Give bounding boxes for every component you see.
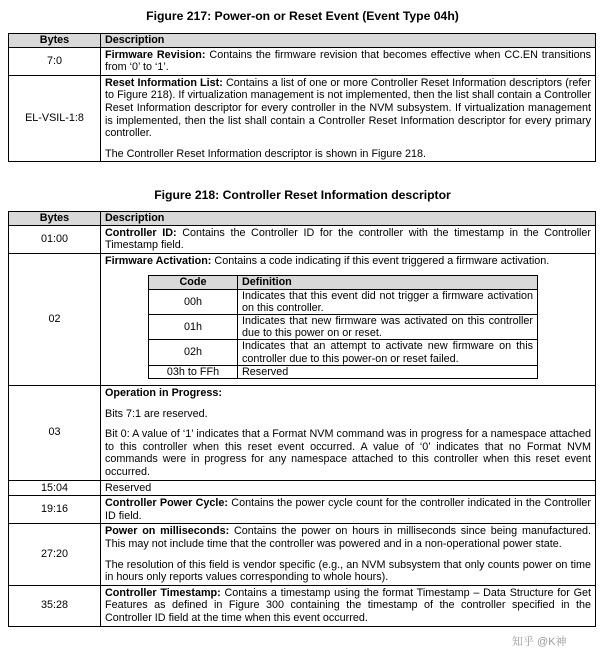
- definition-cell: Indicates that an attempt to activate new firmware on this controller due to this power-on or reset failed.: [238, 340, 538, 365]
- field-label: Firmware Revision:: [105, 48, 206, 61]
- figure-217-table: [8, 33, 596, 162]
- description-column-header: Description: [101, 34, 596, 48]
- bytes-cell: 27:20: [9, 524, 101, 585]
- description-cell: [101, 524, 596, 585]
- field-text: Contains a code indicating if this event triggered a firmware activation.: [214, 254, 550, 267]
- code-cell: 00h: [149, 289, 238, 314]
- bytes-cell: 35:28: [9, 585, 101, 626]
- field-note: The Controller Reset Information descriptor is shown in Figure 218.: [105, 147, 427, 160]
- field-label: Controller Timestamp:: [105, 586, 221, 599]
- code-row: [149, 365, 538, 378]
- table-header-row: [9, 212, 596, 226]
- field-label: Reset Information List:: [105, 76, 223, 89]
- code-table-header: [149, 276, 538, 289]
- code-row: [149, 289, 538, 314]
- field-text: Contains a list of one or more Controller Reset Information descriptors (refer to Figure 218). If virtualization management is not implemented, then the list shall contain a Controller Reset Information descriptor for every controller in the NVM subsystem. If virtualization management is implemented, then the list shall contain a Controller Reset Information descriptor for every primary controller.: [105, 76, 592, 140]
- description-cell: [101, 386, 596, 481]
- definition-cell: Reserved: [238, 365, 538, 378]
- code-cell: 02h: [149, 340, 238, 365]
- bytes-cell: 01:00: [9, 225, 101, 253]
- field-label: Firmware Activation:: [105, 254, 212, 267]
- description-cell: [101, 585, 596, 626]
- code-column-header: Code: [149, 276, 238, 289]
- watermark: 知乎 @K神: [510, 633, 569, 649]
- bytes-cell: 02: [9, 253, 101, 385]
- table-row: [9, 386, 596, 481]
- description-cell: [101, 253, 596, 385]
- table-row: [9, 480, 596, 496]
- bytes-cell: 15:04: [9, 480, 101, 496]
- table-row: [9, 225, 596, 253]
- field-text: Contains the Controller ID for the controller with the timestamp in the Controller Timestamp field.: [105, 226, 592, 252]
- bytes-cell: 7:0: [9, 47, 101, 75]
- firmware-activation-code-table: [148, 275, 538, 379]
- field-text: Bit 0: A value of ‘1’ indicates that a Format NVM command was in progress for a namespace attached to this controller when this reset event occurred. A value of ‘0’ indicates that no Format NVM commands were in progress for any namespace attached to this controller when this reset event occurred.: [105, 428, 591, 478]
- field-text: Bits 7:1 are reserved.: [105, 407, 208, 420]
- field-text: Contains the power on hours in milliseconds since being manufactured. This may not include time that the controller was powered and in a non-operational power state.: [105, 525, 592, 550]
- bytes-column-header: Bytes: [9, 34, 101, 48]
- code-cell: 03h to FFh: [149, 365, 238, 378]
- definition-cell: Indicates that this event did not trigger a firmware activation on this controller.: [238, 289, 538, 314]
- field-text: Contains a timestamp using the format Timestamp – Data Structure for Get Features as defined in Figure 300 containing the timestamp of the controller specified in the Controller ID field at the time when this event occurred.: [105, 586, 591, 624]
- description-column-header: Description: [101, 212, 596, 226]
- table-row: [9, 585, 596, 626]
- description-cell: Reserved: [101, 480, 596, 496]
- description-cell: [101, 225, 596, 253]
- figure-217-title: Figure 217: Power-on or Reset Event (Event Type 04h): [146, 9, 459, 23]
- field-label: Power on milliseconds:: [105, 525, 230, 538]
- field-text: Contains the firmware revision that becomes effective when CC.EN transitions from ‘0’ to ‘1’.: [105, 48, 592, 74]
- table-row: [9, 524, 596, 585]
- figure-218-table: [8, 211, 596, 627]
- description-cell: [101, 496, 596, 524]
- definition-column-header: Definition: [238, 276, 538, 289]
- description-cell: [101, 75, 596, 162]
- table-row: [9, 253, 596, 385]
- table-row: [9, 496, 596, 524]
- field-text: Contains the power cycle count for the controller indicated in the Controller ID field.: [105, 497, 591, 522]
- field-label: Operation in Progress:: [105, 387, 222, 399]
- bytes-cell: 19:16: [9, 496, 101, 524]
- table-header-row: [9, 34, 596, 48]
- code-row: [149, 340, 538, 365]
- table-row: [9, 47, 596, 75]
- bytes-cell: 03: [9, 386, 101, 481]
- field-text: The resolution of this field is vendor specific (e.g., an NVM subsystem that only counts power on time in hours only reports values corresponding to whole hours).: [105, 558, 591, 584]
- bytes-column-header: Bytes: [9, 212, 101, 226]
- description-cell: [101, 47, 596, 75]
- table-row: [9, 75, 596, 162]
- field-label: Controller ID:: [105, 226, 177, 239]
- bytes-cell: EL-VSIL-1:8: [9, 75, 101, 162]
- code-row: [149, 314, 538, 339]
- field-label: Controller Power Cycle:: [105, 497, 228, 510]
- code-cell: 01h: [149, 314, 238, 339]
- definition-cell: Indicates that new firmware was activated on this controller due to this power on or reset.: [238, 314, 538, 339]
- figure-218-title: Figure 218: Controller Reset Information descriptor: [154, 188, 451, 202]
